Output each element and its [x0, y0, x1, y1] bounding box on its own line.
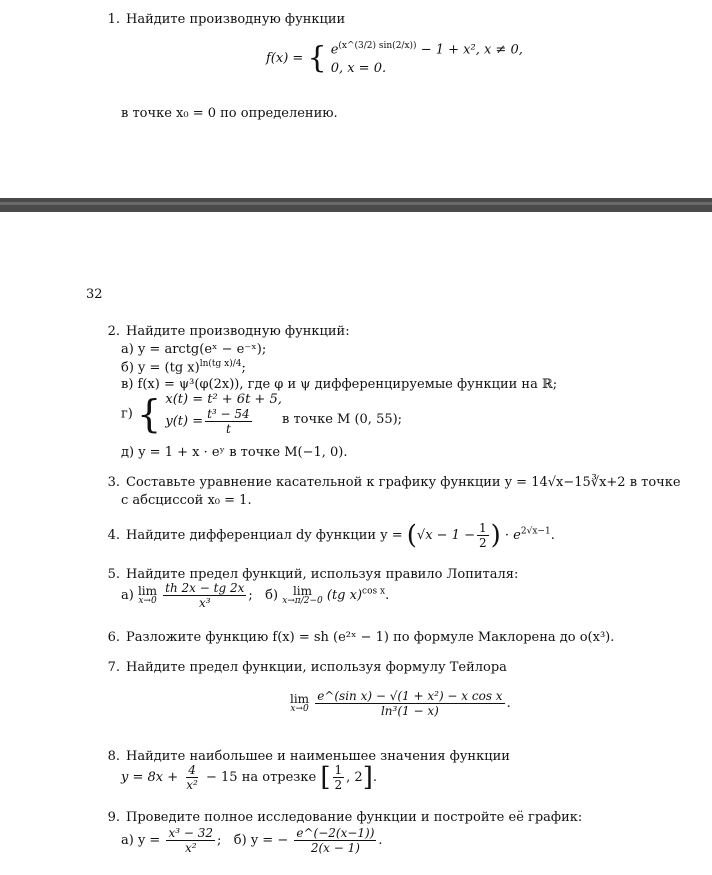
problem-number: 1.: [107, 12, 120, 27]
problem-6: 6. Разложите функцию f(x) = sh (e²ˣ − 1) по формуле Маклорена до o(x³).: [107, 630, 615, 645]
problem-1-heading: [100, 13, 345, 26]
problem-9-parts: а) y = $\frac{\text{x³ − 32}}{\text{x²}}$ ; б) y = − $\frac{e\^{}(-2(x-1))}{2(x - 1)}$ .: [121, 826, 383, 855]
formula-lhs: f(x) =: [266, 51, 304, 67]
problem-2-a: а) y = arctg(eˣ − e⁻ˣ);: [121, 342, 267, 357]
problem-8-heading: 8. Найдите наибольшее и наименьшее значения функции: [107, 749, 510, 764]
problem-3-heading: 3. Составьте уравнение касательной к графику функции y = 14√x−15∛x+2 в точке: [107, 475, 681, 490]
problem-2-d: д) y = 1 + x · eʸ в точке M(−1, 0).: [121, 445, 348, 460]
problem-7-formula: lim x→0 $\frac{\text{e\textasciicircum{}(sin x) − √(1 + x²) − x cos x}}{\text{ln³(1 − x)}}$ .: [290, 689, 511, 718]
problem-2-g: г) { x(t) = t² + 6t + 5, y(t) = $\frac{\text{t³ − 54}}{t}$: [121, 392, 282, 436]
problem-4: 4. Найдите дифференциал dy функции y = (√x − 1 − $\frac{1}{2}$ ) · $e^{2√x-1}$.: [107, 520, 555, 551]
page-number: 32: [86, 287, 103, 302]
problem-2-g-point: в точке M (0, 55);: [282, 412, 403, 427]
page-separator: [0, 198, 712, 212]
problem-1-formula: [266, 42, 523, 75]
problem-7-heading: 7. Найдите предел функции, используя формулу Тейлора: [107, 660, 507, 675]
problem-3-line2: с абсциссой x₀ = 1.: [121, 493, 252, 508]
problem-text: Найдите производную функции: [126, 12, 346, 27]
problem-5-heading: 5. Найдите предел функций, используя правило Лопиталя:: [107, 567, 519, 582]
problem-8-formula: y = 8x + $\frac{4}{\text{x²}}$ − 15 на отрезке [ $\frac{1}{2}$ , 2].: [121, 762, 377, 793]
problem-1-tail: в точке x₀ = 0 по определению.: [121, 106, 338, 121]
case-2: 0, x = 0.: [330, 61, 387, 77]
problem-2-heading: 2. Найдите производную функций:: [107, 324, 350, 339]
problem-9-heading: 9. Проведите полное исследование функции и постройте её график:: [107, 810, 583, 825]
problem-2-v: в) f(x) = ψ³(φ(2x)), где φ и ψ дифференцируемые функции на ℝ;: [121, 377, 558, 392]
problem-5-parts: а) lim x→0 $\frac{th 2x - tg 2x}{\text{x³}}$ ; б) lim x→π/2−0 (tg x)$^{cos x}$.: [121, 581, 390, 610]
case-1: $e^{(x\^{}(3/2) sin(2/x))} - 1 + x^2$, x ≠ 0,: [330, 41, 523, 58]
problem-2-b: б) y = (tg x)$^{ln(tg x)/4}$;: [121, 359, 246, 376]
left-brace: {: [307, 40, 327, 76]
